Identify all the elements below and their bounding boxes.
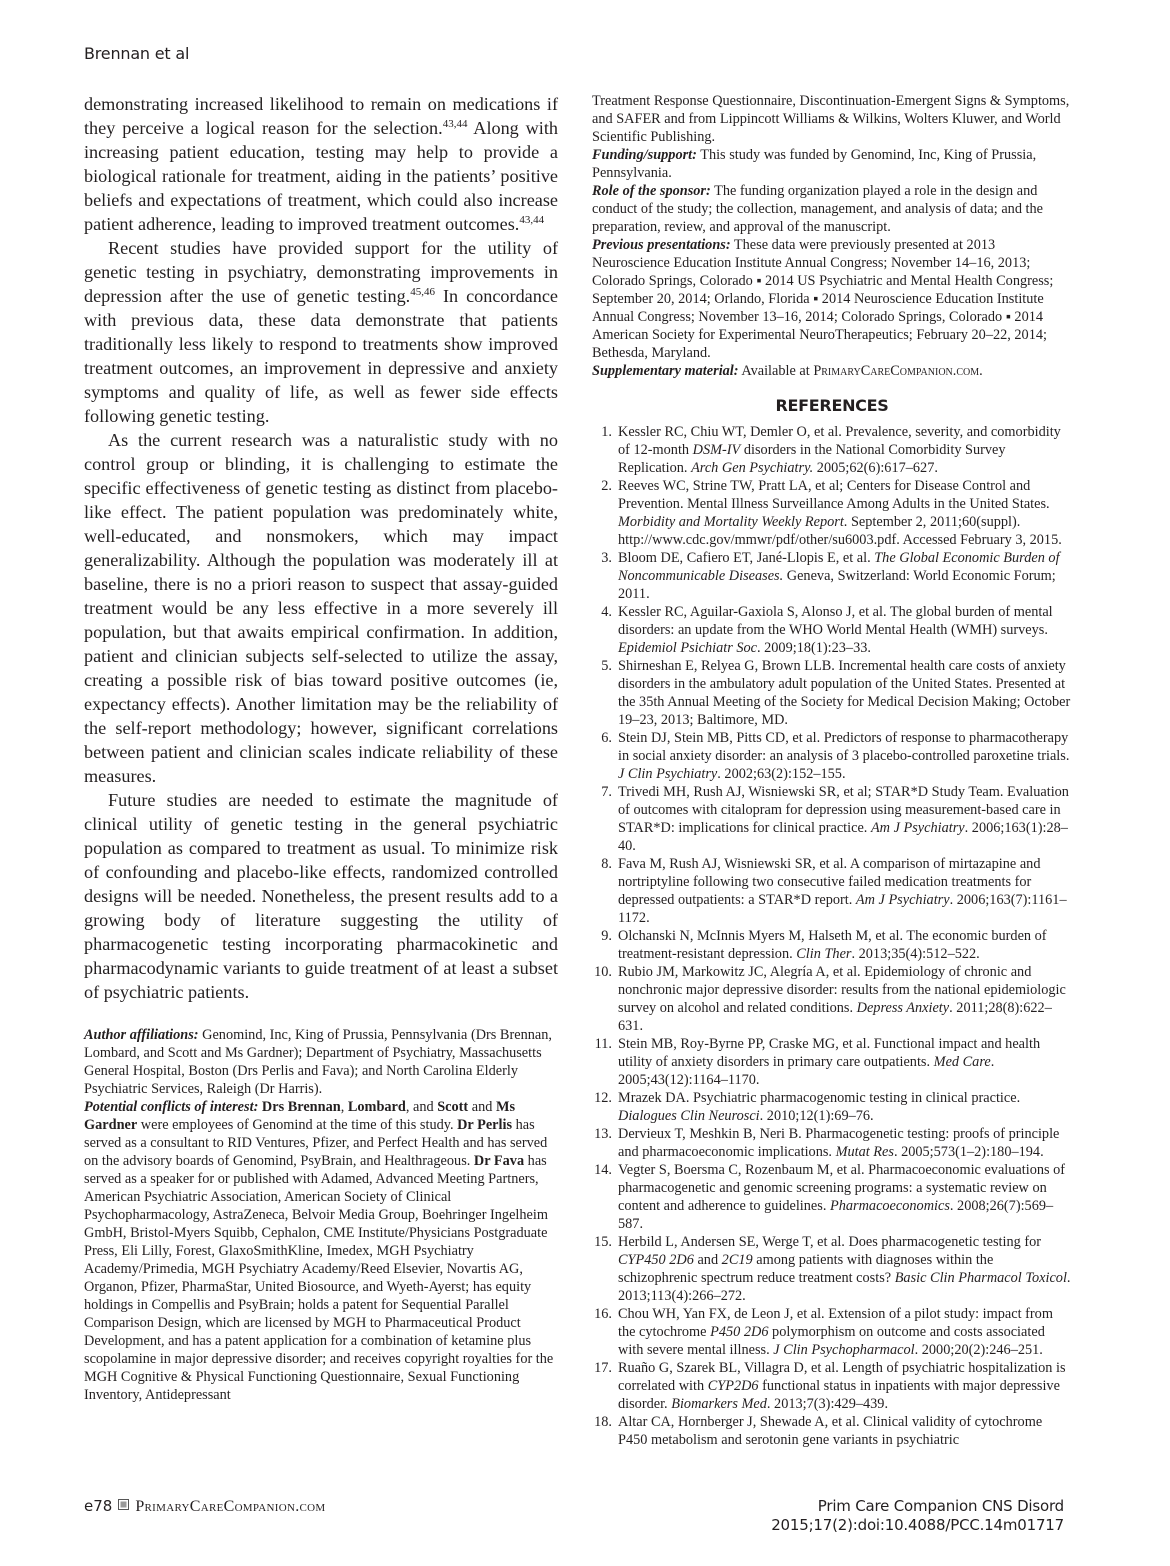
person-name: Drs Brennan [258,1099,341,1115]
reference-italic: Arch Gen Psychiatry. [691,460,814,476]
reference-number: 10. [594,964,612,980]
reference-text: Mrazek DA. Psychiatric pharmacogenomic testing in clinical practice. [618,1090,1021,1106]
reference-italic: P450 2D6 [710,1324,769,1340]
reference-item [592,729,1072,783]
note-label: Role of the sponsor: [592,183,711,199]
references-list [592,423,1072,1449]
reference-italic: CYP2D6 [707,1378,759,1394]
reference-item [592,603,1072,657]
reference-item [592,855,1072,927]
reference-text: 2005;62(6):617–627. [813,460,938,476]
reference-number: 5. [601,658,612,674]
reference-item [592,1089,1072,1125]
conflicts-segment: has served as a speaker for or published with Adamed, Advanced Meeting Partners, American Psychiatric Association, American Society of Clinical Psychopharmacology, AstraZeneca, Belvoir Media Group, Boehringer Ingelheim GmbH, Bristol-Myers Squibb, Cephalon, CME Institute/Physicians Postgraduate Press, Eli Lilly, Forest, GlaxoSmithKline, Imedex, MGH Psychiatry Academy/Primedia, MGH Psychiatry Academy/Reed Elsevier, Novartis AG, Organon, Pfizer, PharmaStar, United Biosource, and Wyeth-Ayerst; has equity holdings in Compellis and PsyBrain; holds a patent for Sequential Parallel Comparison Design, which are licensed by MGH to Pharmaceutical Product Development, and has a patent application for a combination of ketamine plus scopolamine in major depressive disorder; and receives copyright royalties for the MGH Cognitive & Physical Functioning Questionnaire, Sexual Functioning Inventory, Antidepressant [84,1153,554,1403]
reference-italic: Med Care [933,1054,991,1070]
reference-number: 12. [594,1090,612,1106]
reference-italic: J Clin Psychiatry [618,766,718,782]
reference-item [592,1125,1072,1161]
body-paragraph-2: Recent studies have provided support for the utility of genetic testing in psychiatry, demonstrating improvements in depression after the use of genetic testing.$^{45,46}$ In concordance with previous data, these data demonstrate that patients traditionally less likely to respond to treatments show improved treatment outcomes, an improvement in depressive and anxiety symptoms and quality of life, as well as fewer side effects following genetic testing. [84,238,558,426]
reference-number: 8. [601,856,612,872]
reference-number: 3. [601,550,612,566]
right-column [592,92,1072,1449]
reference-italic: CYP450 2D6 [618,1252,694,1268]
reference-text: . 2010;12(1):69–76. [759,1108,874,1124]
reference-item [592,1359,1072,1413]
reference-text: Altar CA, Hornberger J, Shewade A, et al. Clinical validity of cytochrome P450 metabolism and serotonin gene variants in psychiatric [618,1414,1043,1448]
reference-number: 1. [601,424,612,440]
note-label: Previous presentations: [592,237,731,253]
reference-italic: Basic Clin Pharmacol Toxicol [894,1270,1067,1286]
reference-text: Rubio JM, Markowitz JC, Alegría A, et al. Epidemiology of chronic and nonchronic major depressive disorder: results from the national epidemiologic survey on alcohol and related conditions. [618,964,1066,1016]
reference-item [592,1413,1072,1449]
reference-number: 9. [601,928,612,944]
reference-number: 6. [601,730,612,746]
reference-italic: Depress Anxiety [856,1000,950,1016]
footer-right [771,1497,1064,1535]
reference-text: Shirneshan E, Relyea G, Brown LLB. Incremental health care costs of anxiety disorders in the ambulatory adult population of the United States. Presented at the 35th Annual Meeting of the Society for Medical Decision Making; October 19–23, 2013; Baltimore, MD. [618,658,1071,728]
reference-text: Geneva, Switzerland: World Economic Forum; 2011. [618,568,1056,602]
reference-text: . 2005;573(1–2):180–194. [893,1144,1044,1160]
reference-text: Reeves WC, Strine TW, Pratt LA, et al; Centers for Disease Control and Prevention. Mental Illness Surveillance Among Adults in the United States. [618,478,1050,512]
reference-text: . 2009;18(1):23–33. [756,640,871,656]
reference-number: 13. [594,1126,612,1142]
reference-italic: Am J Psychiatry [855,892,950,908]
reference-text: . 2011;28(8):622–631. [618,1000,1052,1034]
reference-text: polymorphism on outcome and costs associated with severe mental illness. [618,1324,1045,1358]
reference-text: . 2013;7(3):429–439. [766,1396,889,1412]
reference-item [592,1305,1072,1359]
reference-text: functional status in inpatients with major depressive disorder. [618,1378,1060,1412]
reference-text: . 2002;63(2):152–155. [717,766,846,782]
citation-doi: 2015;17(2):doi:10.4088/PCC.14m01717 [771,1516,1064,1534]
conflicts-text-continued [592,92,1072,146]
note-label: Funding/support: [592,147,697,163]
reference-number: 17. [594,1360,612,1376]
reference-item [592,477,1072,549]
reference-italic: Dialogues Clin Neurosci [618,1108,760,1124]
reference-text: Stein DJ, Stein MB, Pitts CD, et al. Predictors of response to pharmacotherapy in social anxiety disorder: an analysis of 3 placebo-controlled paroxetine trials. [618,730,1070,764]
reference-text: . 2008;26(7):569–587. [618,1198,1054,1232]
reference-text: . 2013;113(4):266–272. [618,1270,1071,1304]
citation-superscript: 43,44 [519,214,545,226]
reference-text: Kessler RC, Chiu WT, Demler O, et al. Prevalence, severity, and comorbidity of 12-month [618,424,1061,458]
citation-superscript: 43,44 [442,118,468,130]
conflicts-segment: , and [405,1099,438,1115]
body-paragraph-4: Future studies are needed to estimate the magnitude of clinical utility of genetic testing in the general psychiatric population as compared to treatment as usual. To minimize risk of confounding and placebo-like effects, randomized controlled designs will be needed. Nonetheless, the present results add to a growing body of literature suggesting the utility of pharmacogenetic testing incorporating pharmacokinetic and pharmacodynamic variants to guide treatment of at least a subset of psychiatric patients. [84,790,558,1002]
reference-text: . 2006;163(7):1161–1172. [618,892,1067,926]
person-name: Dr Fava [473,1153,525,1169]
previous-presentations: Previous presentations: These data were previously presented at 2013 Neuroscience Education Institute Annual Congress; November 14–16, 2013; Colorado Springs, Colorado ▪ 2014 US Psychiatric and Mental Health Congress; September 20, 2014; Orlando, Florida ▪ 2014 Neuroscience Education Institute Annual Congress; November 13–16, 2014; Colorado Springs, Colorado ▪ 2014 American Society for Experimental NeuroTherapeutics; February 20–22, 2014; Bethesda, Maryland. [592,237,1054,361]
reference-text: Herbild L, Andersen SE, Werge T, et al. Does pharmacogenetic testing for [618,1234,1041,1250]
reference-italic: Pharmacoeconomics [830,1198,950,1214]
conflicts-segment: Treatment Response Questionnaire, Discontinuation-Emergent Signs & Symptoms, and SAFER and from Lippincott Williams & Wilkins, Wolters Kluwer, and World Scientific Publishing. [592,93,1070,145]
journal-name: Prim Care Companion CNS Disord [817,1497,1064,1515]
reference-italic: 2C19 [721,1252,753,1268]
reference-italic: Biomarkers Med [671,1396,767,1412]
left-column [84,92,558,1404]
reference-italic: Morbidity and Mortality Weekly Report [618,514,844,530]
article-notes-continued [592,92,1072,380]
conflicts-segment: , [340,1099,348,1115]
reference-text: Kessler RC, Aguilar-Gaxiola S, Alonso J, et al. The global burden of mental disorders: an update from the WHO World Mental Health (WMH) surveys. [618,604,1053,638]
reference-number: 11. [594,1036,612,1052]
reference-text: . 2013;35(4):512–522. [851,946,980,962]
reference-item [592,549,1072,603]
citation-superscript: 45,46 [410,286,435,298]
note-label: Potential conflicts of interest: [84,1099,259,1115]
conflicts-of-interest [84,1098,558,1404]
person-name: Lombard [347,1099,406,1115]
note-label: Supplementary material: [592,363,739,379]
article-notes [84,1026,558,1404]
reference-item [592,657,1072,729]
running-head: Brennan et al [84,44,190,63]
reference-number: 7. [601,784,612,800]
reference-number: 14. [594,1162,612,1178]
reference-item [592,783,1072,855]
reference-text: . 2000;20(2):246–251. [914,1342,1043,1358]
reference-italic: Clin Ther [796,946,852,962]
reference-item [592,1035,1072,1089]
reference-item [592,963,1072,1035]
person-name: Dr Perlis [457,1117,513,1133]
reference-text: Fava M, Rush AJ, Wisniewski SR, et al. A comparison of mirtazapine and nortriptyline following two consecutive failed medication treatments for depressed outpatients: a STAR*D report. [618,856,1041,908]
square-bullet-icon [118,1499,129,1510]
footer-left [84,1497,326,1516]
reference-number: 4. [601,604,612,620]
reference-text: . 2006;163(1):28–40. [618,820,1068,854]
reference-text: disorders in the National Comorbidity Survey Replication. [618,442,1006,476]
reference-text: Vegter S, Boersma C, Rozenbaum M, et al. Pharmacoeconomic evaluations of pharmacogenetic and genomic screening programs: a systematic review on content and adherence to guidelines. [618,1162,1066,1214]
supplementary-link[interactable]: PrimaryCareCompanion.com [813,363,980,379]
reference-text: Chou WH, Yan FX, de Leon J, et al. Extension of a pilot study: impact from the cytochrome [618,1306,1053,1340]
conflicts-text [84,1099,553,1403]
reference-text: Dervieux T, Meshkin B, Neri B. Pharmacogenetic testing: proofs of principle and pharmacoeconomic implications. [618,1126,1060,1160]
reference-text: Stein MB, Roy-Byrne PP, Craske MG, et al. Functional impact and health utility of anxiety disorders in primary care outpatients. [618,1036,1041,1070]
page-number: e78 [84,1497,113,1515]
reference-italic: The Global Economic Burden of Noncommunicable Diseases. [618,550,1060,584]
reference-italic: Epidemiol Psichiatr Soc [618,640,757,656]
reference-text: . 2005;43(12):1164–1170. [618,1054,995,1088]
author-affiliations: Author affiliations: Genomind, Inc, King of Prussia, Pennsylvania (Drs Brennan, Lombard, and Scott and Ms Gardner); Department of Psychiatry, Massachusetts General Hospital, Boston (Drs Perlis and Fava); and North Carolina Elderly Psychiatric Services, Raleigh (Dr Harris). [84,1027,552,1097]
role-of-sponsor: Role of the sponsor: The funding organization played a role in the design and conduct of the study; the collection, management, and analysis of data; and the preparation, review, and approval of the manuscript. [592,183,1044,235]
conflicts-segment: and [468,1099,496,1115]
person-name: Scott [437,1099,469,1115]
reference-italic: J Clin Psychopharmacol [773,1342,915,1358]
reference-item [592,423,1072,477]
conflicts-segment: were employees of Genomind at the time of this study. [137,1117,458,1133]
reference-item [592,1233,1072,1305]
person-name: Ms Gardner [84,1099,516,1133]
reference-text: and [693,1252,722,1268]
body-paragraph-1: demonstrating increased likelihood to remain on medications if they perceive a logical reason for the selection.$^{43,44}$ Along with increasing patient education, testing may help to provide a biological rationale for treatment, aiding in the patients’ positive beliefs and expectations of treatment, which could also increase patient adherence, leading to improved treatment outcomes.$^{43,44}$ [84,94,558,234]
reference-italic: Am J Psychiatry [870,820,965,836]
note-label: Author affiliations: [84,1027,199,1043]
supplementary-material: Supplementary material: Available at PrimaryCareCompanion.com. [592,363,983,379]
funding-support: Funding/support: This study was funded by Genomind, Inc, King of Prussia, Pennsylvania. [592,147,1037,181]
reference-number: 16. [594,1306,612,1322]
reference-item [592,927,1072,963]
reference-text: Ruaño G, Szarek BL, Villagra D, et al. Length of psychiatric hospitalization is correlated with [618,1360,1066,1394]
footer-site-link[interactable]: PrimaryCareCompanion.com [135,1498,326,1515]
reference-number: 15. [594,1234,612,1250]
reference-item [592,1161,1072,1233]
reference-italic: Mutat Res [835,1144,894,1160]
reference-number: 2. [601,478,612,494]
reference-text: . September 2, 2011;60(suppl). http://www.cdc.gov/mmwr/pdf/other/su6003.pdf. Accessed February 3, 2015. [618,514,1062,548]
reference-text: among patients with diagnoses within the schizophrenic spectrum reduce treatment costs? [618,1252,994,1286]
reference-text: Olchanski N, McInnis Myers M, Halseth M, et al. The economic burden of treatment-resistant depression. [618,928,1047,962]
body-paragraph-3: As the current research was a naturalistic study with no control group or blinding, it is challenging to estimate the specific effectiveness of genetic testing as distinct from placebo-like effect. The patient population was predominately white, well-educated, and nonsmokers, which may impact generalizability. Although the population was moderately ill at baseline, there is no a priori reason to suspect that assay-guided treatment would be any less effective in a more severely ill population, but that awaits empirical confirmation. In addition, patient and clinician subjects self-selected to utilize the assay, creating a possible risk of bias toward positive outcomes (ie, expectancy effects). Another limitation may be the reliability of the self-report methodology; however, significant correlations between patient and clinician scales indicate reliability of these measures. [84,430,558,786]
reference-number: 18. [594,1414,612,1430]
references-heading: REFERENCES [775,396,889,415]
reference-text: Bloom DE, Cafiero ET, Jané-Llopis E, et al. [618,550,875,566]
reference-text: Trivedi MH, Rush AJ, Wisniewski SR, et al; STAR*D Study Team. Evaluation of outcomes with citalopram for depression using measurement-based care in STAR*D: implications for clinical practice. [618,784,1069,836]
conflicts-segment: has served as a consultant to RID Ventures, Pfizer, and Perfect Health and has served on the advisory boards of Genomind, PsyBrain, and Healthrageous. [84,1117,548,1169]
reference-italic: DSM-IV [692,442,741,458]
